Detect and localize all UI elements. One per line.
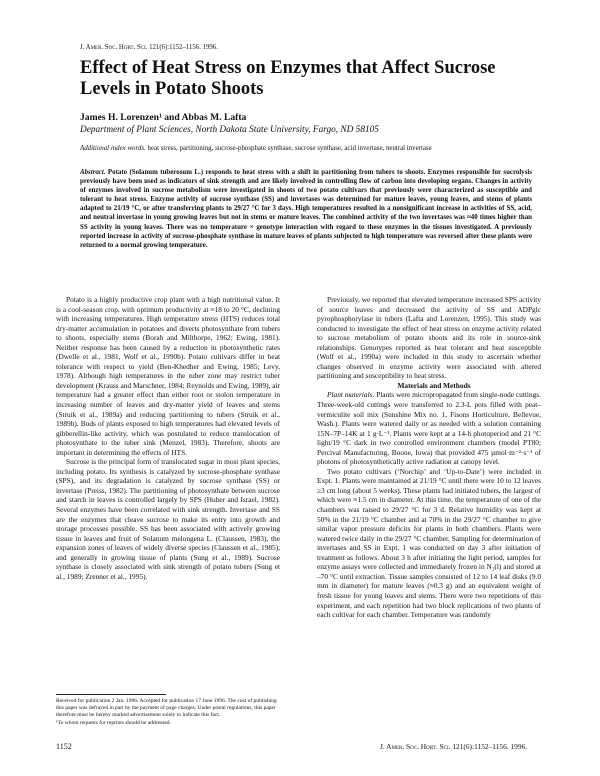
index-words-label: Additional index words. (80, 145, 146, 152)
page-number: 1152 (56, 742, 72, 751)
intro-paragraph-2: Sucrose is the principal form of translocated sugar in most plant species, including potato. Its synthesis is catalyzed by sucrose-phosphate synthase (SPS), and its degradation is catalyzed by sucrose synthase (SS) or invertase (Preiss, 1982). The partitioning of photosynthate between sucrose and starch in leaves is controlled largely by SPS (Huber and Israel, 1982). Several enzymes have been correlated with sink strength. Invertase and SS are the enzymes that cleave sucrose to make its entry into growth and storage processes possible. SS has been associated with actively growing tissue in leaves and fruit of Solanum melongena L. (Claussen, 1983), the expansion zones of leaves of widely diverse species (Claussen et al., 1985), and generally in growing tissue of plants (Sung et al., 1989). Sucrose synthase is closely associated with sink strength of potato tubers (Sung et al., 1989; Zrenner et al., 1995). (56, 457, 280, 581)
footnote-correspondence: ¹To whom requests for reprints should be addressed. (56, 719, 171, 726)
paper-title: Effect of Heat Stress on Enzymes that Affect Sucrose Levels in Potato Shoots (80, 58, 496, 99)
abstract-text: Potato (Solanum tuberosum L.) responds to heat stress with a shift in partitioning from tubers to shoots. Enzymes responsible for sucrolysis previously have been used as indicators of sink strength and are likely involved in controlling flow of carbon into developing organs. Changes in activity of enzymes involved in sucrose metabolism were investigated in shoots of two potato cultivars that previously were characterized as susceptible and tolerant to heat stress. Enzyme activity of sucrose synthase (SS) and invertases was determined for mature leaves, young leaves, and stems of plants adapted to 21/19 °C, or after transferring plants to 29/27 °C for 3 days. High temperatures resulted in a nonsignificant increase in activities of SS, acid, and neutral invertase in young growing leaves but not in stems or mature leaves. The combined activity of the two invertases was ≈40 times higher than SS activity in young leaves. There was no temperature × genotype interaction with regard to these enzymes in the tissues investigated. A previously reported increase in activity of sucrose-phosphate synthase in mature leaves of plants subjected to high temperature was reversed after these plants were returned to a normal growing temperature. (80, 169, 532, 249)
footer-citation (380, 742, 527, 751)
right-column (317, 295, 541, 620)
affiliation: Department of Plant Sciences, North Dakota State University, Fargo, ND 58105 (80, 125, 379, 135)
abstract (80, 168, 532, 250)
footer-citation-text: J. Amer. Soc. Hort. Sci. 121(6):1152–1156. 1996. (380, 742, 528, 751)
intro-paragraph-1: Potato is a highly productive crop plant with a high nutritional value. It is a cool-season crop, with optimum productivity at ≈18 to 20 °C, declining with increasing temperatures. High temperature stress (HTS) reduces total dry-matter accumulation in potatoes and diverts photosynthate from tubers to shoots, especially stems (Borah and Milthorpe, 1962; Ewing, 1981). Neither response has been caused by a reduction in photosynthetic rates (Dwelle et al., 1981, Wolf et al., 1990b). Potato cultivars differ in heat tolerance with respect to yield (Ben-Khedher and Ewing, 1985; Levy, 1978). Although high temperatures in the tuber zone may restrict tuber development (Krauss and Marschner, 1984; Reynolds and Ewing, 1989), air temperature had a greater effect than either root or stolon temperature in increasing number of leaves and dry-matter yield of leaves and stems (Struik et al., 1989a) and reducing partitioning to tubers (Struik et al., 1989b). Buds of plants exposed to high temperatures had elevated levels of gibberellin-like activity, which was postulated to reduce translocation of photosynthate to the tuber sink (Menzel, 1983). Therefore, shoots are important in determining the effects of HTS. (56, 295, 280, 457)
abstract-label: Abstract. (80, 169, 106, 176)
methods-paragraph-1 (317, 390, 541, 466)
footnote-received: Received for publication 2 Jan. 1996. Accepted for publication 17 June 1996. The cost of publishing this paper was defrayed in part by the payment of page charges. Under postal regulations, this paper therefore must be hereby marked advertisement solely to indicate this fact. (56, 698, 277, 719)
left-column (56, 295, 280, 581)
journal-header (80, 44, 218, 51)
journal-citation: J. Amer. Soc. Hort. Sci. 121(6):1152–1156. 1996. (80, 44, 218, 51)
intro-paragraph-3: Previously, we reported that elevated temperature increased SPS activity of source leaves and decreased the activity of SS and ADPglc pyrophosphorylase in tubers (Lafta and Lorenzen, 1995). This study was conducted to investigate the effect of heat stress on enzyme activity related to sucrose metabolism of potato shoots and its role in source-sink relationships. Genotypes reported as heat tolerant and heat susceptible (Wolf et al., 1990a) were included in this study to ascertain whether changes observed in enzyme activity were associated with altered partitioning and susceptibility to heat stress. (317, 295, 541, 381)
index-words (80, 144, 530, 153)
run-in-heading: Plant materials. (327, 390, 375, 400)
author-list: James H. Lorenzen¹ and Abbas M. Lafta (80, 112, 247, 123)
section-heading-methods: Materials and Methods (397, 380, 471, 390)
methods-paragraph-2: Two potato cultivars (‘Norchip’ and ‘Up-to-Date’) were included in Expt. 1. Plants were maintained at 21/19 °C until there were 10 to 12 leaves ≥3 cm long (about 5 weeks). These plants had initiated tubers, the largest of which were ≈1.5 cm in diameter. At this time, the temperature of one of the chambers was raised to 29/27 °C for 3 d. Relative humidity was kept at 50% in the 21/19 °C chamber and at 70% in the 29/27 °C chamber to give similar vapor pressure deficits for plants in both chambers. Plants were watered twice daily in the 29/27 °C chamber. Sampling for determination of invertases and SS in Expt. 1 was conducted on day 3 after initiation of treatment as follows. About 3 h after initiating the light period, samples for enzyme assays were collected and immediately frozen in N₂(l) and stored at –70 °C until extraction. Tissue samples consisted of 12 to 14 leaf disks (9.0 mm in diameter) for mature leaves (≈0.3 g) and an equivalent weight of fresh tissue for young leaves and stems. There were two repetitions of this experiment, and each repetition had two block replications of two plants of each cultivar for each chamber. Temperature was randomly (317, 466, 541, 620)
footnote-rule (56, 694, 166, 695)
index-words-text: heat stress, partitioning, sucrose-phosphate synthase, sucrose synthase, acid invertase, neutral invertase (147, 145, 432, 152)
footnotes (56, 694, 280, 727)
methods-text-1: Plants were micropropagated from single-node cuttings. Three-week-old cuttings were transferred to 2.3-L pots filled with peat–vermiculite soil mix (Sunshine Mix no. 1, Fisons Horticulture, Bellevue, Wash.). Plants were watered daily or as needed with a solution containing 15N–7P–14K at 1 g·L⁻¹. Plants were kept at a 14-h photoperiod and 21 °C light/19 °C dark in two controlled environment chambers (model PT80; Percival Manufacturing, Boone, Iowa) that provided 475 µmol·m⁻²·s⁻¹ of photons of photosynthetically active radiation at canopy level. (317, 390, 541, 467)
